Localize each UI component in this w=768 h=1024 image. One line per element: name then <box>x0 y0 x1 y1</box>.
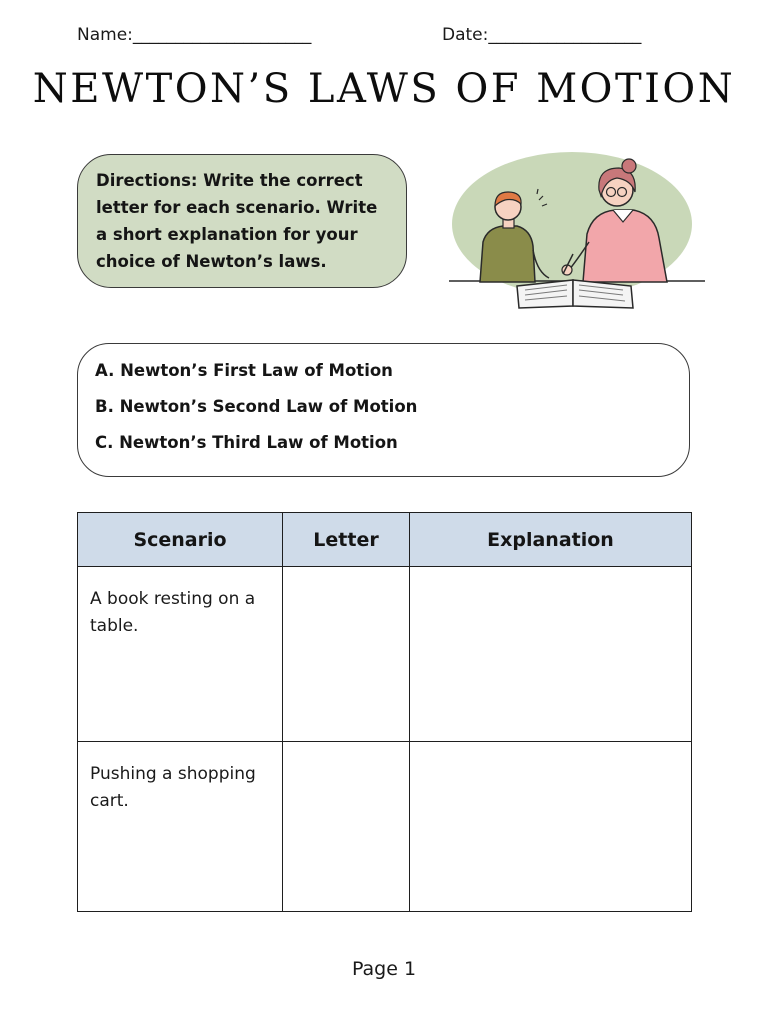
law-option-b: B. Newton’s Second Law of Motion <box>95 397 418 416</box>
scenario-text-line: Pushing a shopping <box>90 764 256 784</box>
directions-line: a short explanation for your <box>96 225 358 244</box>
letter-answer-cell[interactable] <box>283 742 410 912</box>
laws-options-box <box>77 343 690 477</box>
column-header-explanation: Explanation <box>410 513 692 567</box>
scenario-text-line: A book resting on a <box>90 589 256 609</box>
worksheet-table <box>77 512 692 912</box>
law-option-c: C. Newton’s Third Law of Motion <box>95 433 398 452</box>
explanation-answer-cell[interactable] <box>410 567 692 742</box>
date-field[interactable]: Date:__________________ <box>442 25 642 45</box>
explanation-answer-cell[interactable] <box>410 742 692 912</box>
table-row <box>78 567 692 742</box>
directions-box <box>77 154 407 288</box>
teacher-student-illustration <box>445 150 707 312</box>
page-number: Page 1 <box>351 958 417 980</box>
worksheet-title: NEWTON’S LAWS OF MOTION <box>32 66 736 112</box>
law-option-a: A. Newton’s First Law of Motion <box>95 361 393 380</box>
name-field[interactable]: Name:_____________________ <box>77 25 312 45</box>
scenario-text-line: table. <box>90 616 139 636</box>
letter-answer-cell[interactable] <box>283 567 410 742</box>
directions-line: letter for each scenario. Write <box>96 198 378 217</box>
scenario-cell <box>78 742 283 912</box>
column-header-letter: Letter <box>283 513 410 567</box>
directions-line: Directions: Write the correct <box>96 171 363 190</box>
directions-line: choice of Newton’s laws. <box>96 252 327 271</box>
scenario-text-line: cart. <box>90 791 129 811</box>
table-header-row <box>78 513 692 567</box>
scenario-cell <box>78 567 283 742</box>
column-header-scenario: Scenario <box>78 513 283 567</box>
table-row <box>78 742 692 912</box>
